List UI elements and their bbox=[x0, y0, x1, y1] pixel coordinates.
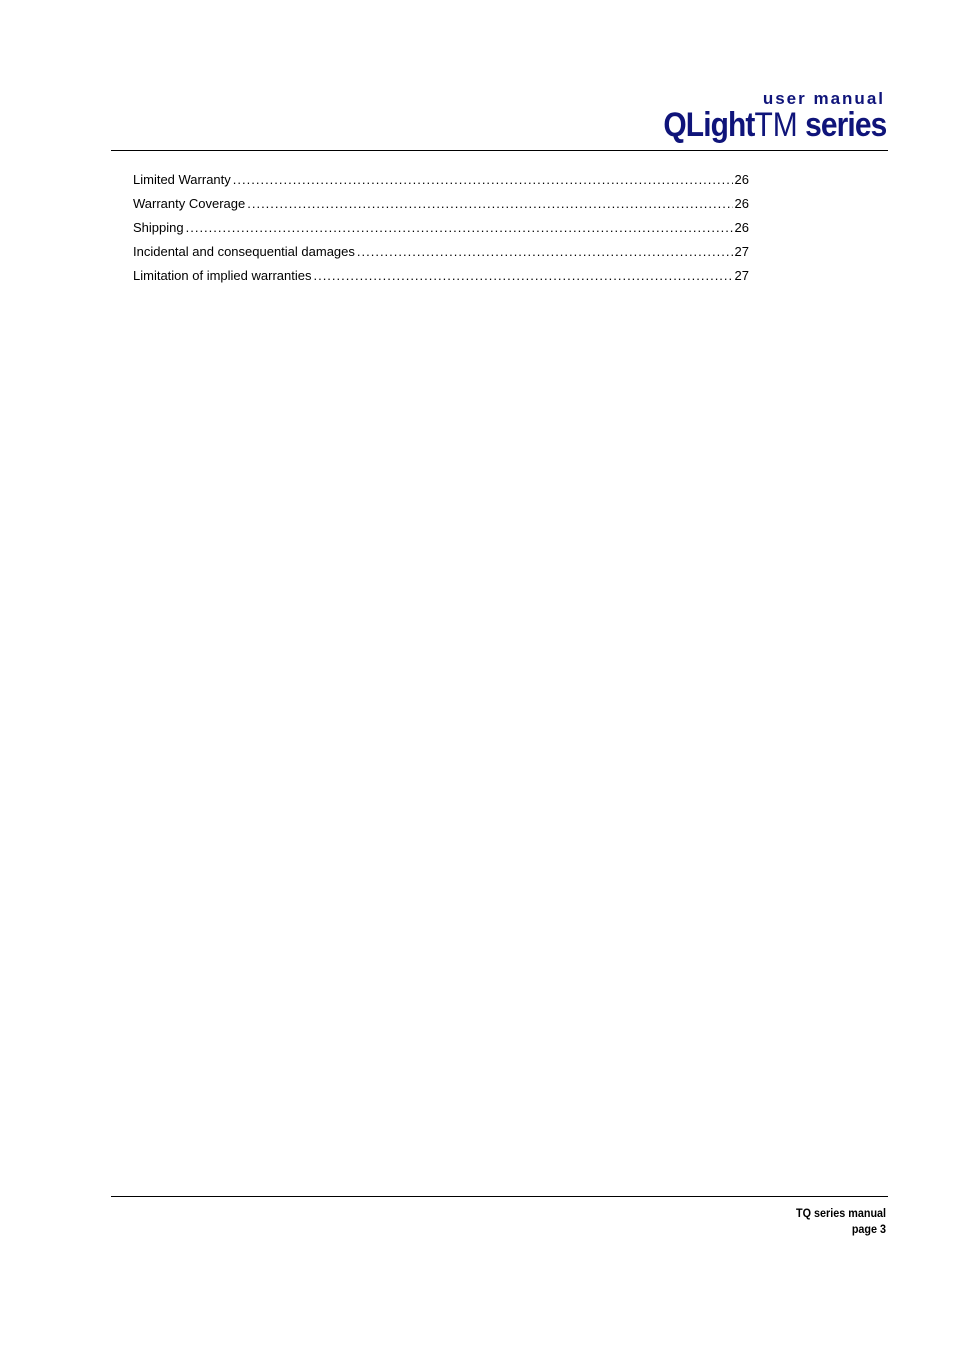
page-footer bbox=[111, 1196, 888, 1236]
page-header bbox=[111, 84, 888, 151]
table-of-contents bbox=[133, 168, 749, 288]
toc-label: Shipping bbox=[133, 220, 184, 235]
toc-page-number: 27 bbox=[734, 268, 749, 283]
toc-entry-warranty-coverage[interactable] bbox=[133, 192, 749, 216]
toc-page-number: 26 bbox=[734, 196, 749, 211]
header-subtitle: user manual bbox=[762, 89, 885, 108]
toc-entry-limited-warranty[interactable] bbox=[133, 168, 749, 192]
toc-entry-implied-warranties[interactable] bbox=[133, 264, 749, 288]
toc-leader bbox=[247, 192, 732, 216]
footer-manual-name: TQ series manual bbox=[795, 1206, 886, 1220]
footer-text bbox=[796, 1205, 886, 1237]
toc-label: Warranty Coverage bbox=[133, 196, 246, 211]
toc-leader bbox=[357, 240, 733, 264]
header-title bbox=[663, 106, 886, 145]
toc-leader bbox=[186, 216, 733, 240]
toc-page-number: 27 bbox=[734, 244, 749, 259]
toc-label: Limitation of implied warranties bbox=[133, 268, 312, 283]
trademark-symbol: TM bbox=[754, 106, 798, 144]
toc-page-number: 26 bbox=[734, 172, 749, 187]
footer-page-number: page 3 bbox=[851, 1222, 886, 1236]
toc-label: Limited Warranty bbox=[133, 172, 231, 187]
toc-label: Incidental and consequential damages bbox=[133, 244, 355, 259]
title-main: QLight bbox=[663, 106, 755, 144]
toc-entry-incidental-damages[interactable] bbox=[133, 240, 749, 264]
title-suffix: series bbox=[797, 106, 886, 144]
toc-leader bbox=[313, 264, 732, 288]
toc-leader bbox=[233, 168, 733, 192]
toc-entry-shipping[interactable] bbox=[133, 216, 749, 240]
toc-page-number: 26 bbox=[734, 220, 749, 235]
